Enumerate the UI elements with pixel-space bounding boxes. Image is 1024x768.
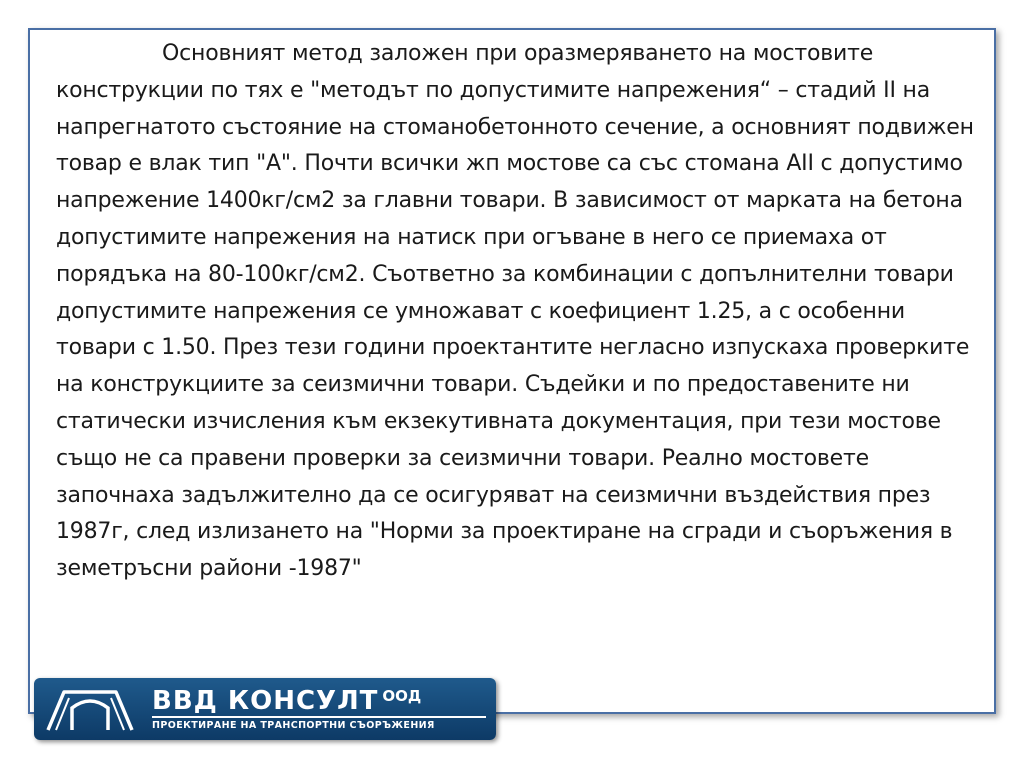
body-paragraph: Основният метод заложен при оразмеряването на мостовите конструкции по тях е "методът по допустимите напрежения“ – стадий II на напрегнатото състояние на стоманобетонното сечение, а основният подвижен товар е влак тип "А". Почти всички жп мостове са със стомана AII с допустимо напрежение 1400кг/см2 за главни товари. В зависимост от марката на бетона допустимите напрежения на натиск при огъване в него се приемаха от порядъка на 80-100кг/см2. Съответно за комбинации с допълнителни товари допустимите напрежения се умножават с коефициент 1.25, а с особенни товари с 1.50. През тези години проектантите негласно изпускаха проверките на конструкциите за сеизмични товари. Съдейки и по предоставените ни статически изчисления към екзекутивната документация, при тези мостове също не са правени проверки за сеизмични товари. Реално мостовете започнаха задължително да се осигуряват на сеизмични въздействия през 1987г, след излизането на "Норми за проектиране на сгради и съоръжения в земетръсни райони -1987" — [56, 41, 974, 582]
logo-divider — [152, 716, 486, 718]
logo-suffix: ООД — [382, 687, 422, 705]
company-logo — [34, 678, 496, 740]
logo-tagline: ПРОЕКТИРАНЕ НА ТРАНСПОРТНИ СЪОРЪЖЕНИЯ — [152, 720, 435, 731]
bridge-arch-icon — [42, 684, 138, 734]
logo-name-text: ВВД КОНСУЛТ — [152, 686, 379, 716]
logo-company-name — [152, 686, 421, 716]
